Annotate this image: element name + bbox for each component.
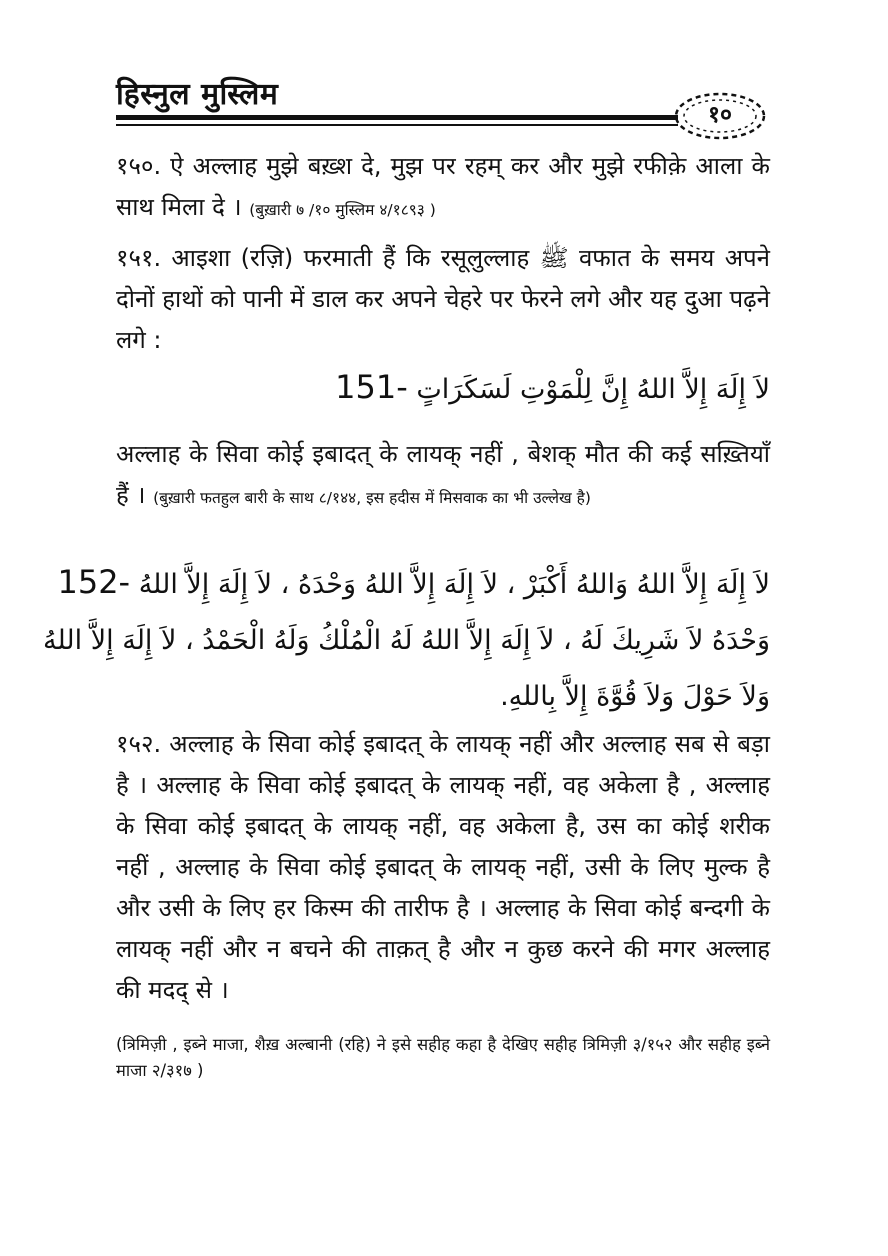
hadith-151-intro-text: १५१. आइशा (रज़ि) फरमाती हैं कि रसूलुल्लाह ﷺ वफात के समय अपने दोनों हाथों को पानी में डाल कर अपने चेहरे पर फेरने लगे और यह दुआ पढ़ने लगे : [116,244,770,354]
arabic-152-line1: لاَ إِلَهَ إِلاَّ اللهُ وَاللهُ أَكْبَرْ ، لاَ إِلَهَ إِلاَّ اللهُ وَحْدَهُ ، لاَ إِلَهَ إِلاَّ اللهُ [138,569,770,600]
arabic-152-number: 152- [57,563,131,601]
translation-151-text: अल्लाह के सिवा कोई इबादत् के लायक् नहीं , बेशक् मौत की कई सख़्तियाँ हैं । [116,440,770,509]
arabic-152-line2: وَحْدَهُ لاَ شَرِيكَ لَهُ ، لاَ إِلَهَ إِلاَّ اللهُ لَهُ الْمُلْكُ وَلَهُ الْحَمْدُ ، لاَ إِلَهَ إِلاَّ اللهُ [43,625,770,656]
arabic-151-number: 151- [335,368,408,406]
hadith-150-text: १५०. ऐ अल्लाह मुझे बख़्श दे, मुझ पर रहम् कर और मुझे रफीके़ आला के साथ मिला दे । [116,152,770,221]
page-number: १० [708,102,732,128]
book-title: हिस्नुल मुस्लिम [116,77,279,112]
header-rule-thin [116,124,678,126]
translation-152-reference: (त्रिमिज़ी , इब्ने माजा, शैख़ अल्बानी (रहि) ने इसे सहीह कहा है देखिए सहीह त्रिमिज़ी ३/१५२ और सहीह इब्ने माजा २/३१७ ) [116,1035,770,1080]
translation-152 [116,724,770,1011]
hadith-151-intro [116,238,770,361]
translation-151 [116,434,770,519]
translation-152-text: १५२. अल्लाह के सिवा कोई इबादत् के लायक् नहीं और अल्लाह सब से बड़ा है । अल्लाह के सिवा कोई इबादत् के लायक् नहीं, वह अकेला है , अल्लाह के सिवा कोई इबादत् के लायक् नहीं, वह अकेला है, उस का कोई शरीक नहीं , अल्लाह के सिवा कोई इबादत् के लायक् नहीं, उसी के लिए मुल्क है और उसी के लिए हर किस्म की तारीफ है । अल्लाह के सिवा कोई बन्दगी के लायक् नहीं और न बचने की ताक़त् है और न कुछ करने की मगर अल्लाह की मदद् से । [116,730,770,1004]
header-rule-thick [116,115,678,120]
arabic-dua-151 [116,368,770,406]
arabic-152-line3: وَلاَ حَوْلَ وَلاَ قُوَّةَ إِلاَّ بِاللهِ. [500,681,770,712]
hadith-150 [116,146,770,231]
arabic-dua-152 [43,554,770,725]
hadith-150-reference: (बुख़ारी ७ /१० मुस्लिम ४/१८९३ ) [249,201,436,219]
arabic-151-text: لاَ إِلَهَ إِلاَّ اللهُ إِنَّ لِلْمَوْتِ لَسَكَرَاتٍ [416,374,770,405]
translation-151-reference: (बुख़ारी फतहुल बारी के साथ ८/१४४, इस हदीस में मिसवाक का भी उल्लेख है) [153,489,591,507]
